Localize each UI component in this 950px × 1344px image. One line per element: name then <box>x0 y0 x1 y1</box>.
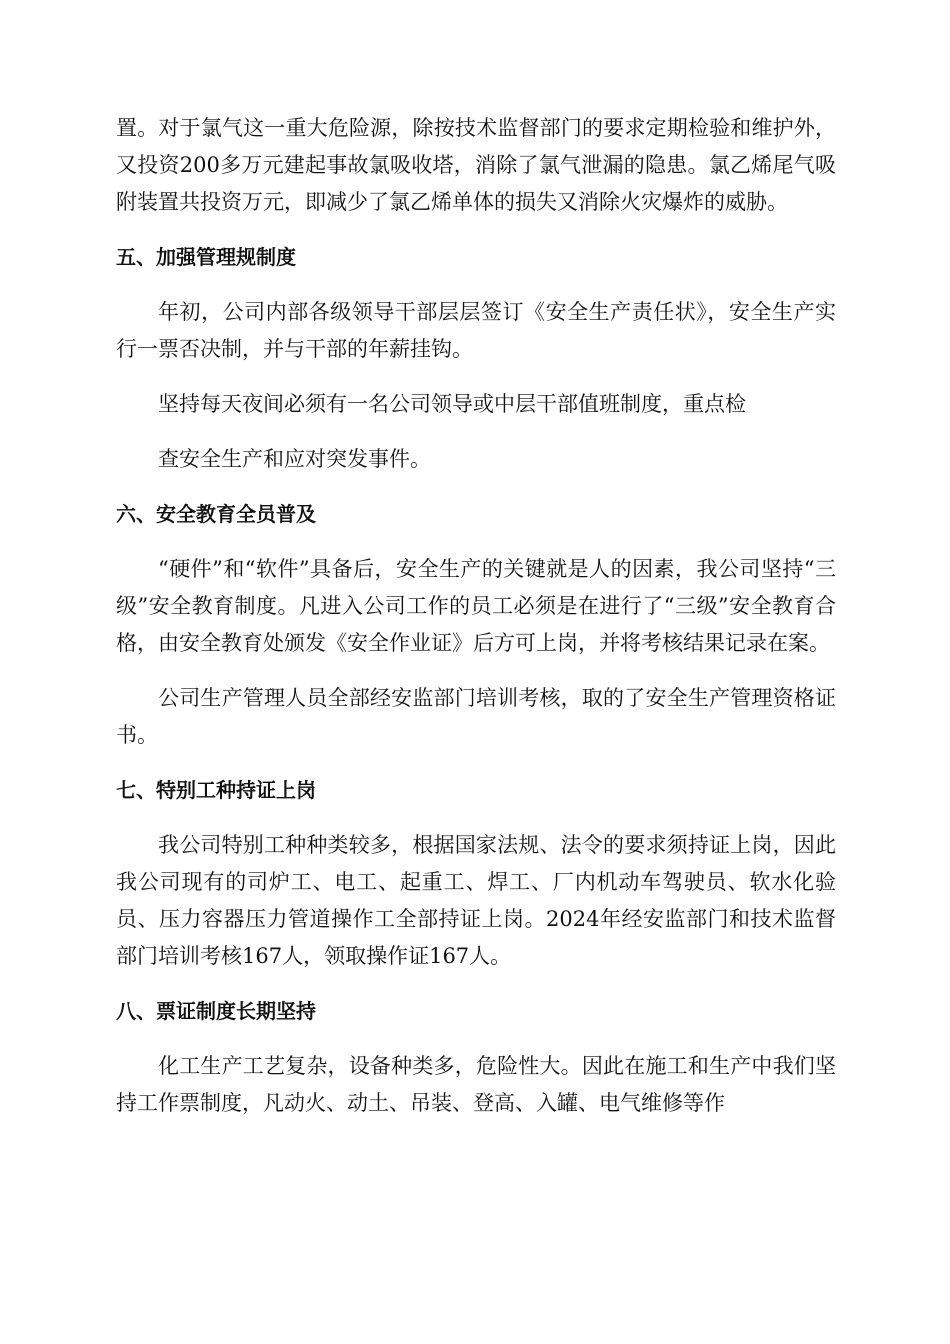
section-heading-7: 七、特别工种持证上岗 <box>116 778 316 802</box>
section-heading-5: 五、加强管理规制度 <box>116 245 296 269</box>
paragraph-three-level-education: “硬件”和“软件”具备后，安全生产的关键就是人的因素，我公司坚持“三级”安全教育制度。凡进入公司工作的员工必须是在进行了“三级”安全教育合格，由安全教育处颁发《安全作业证》后方可上岗，并将考核结果记录在案。 <box>116 557 836 655</box>
document-body <box>116 110 836 1122</box>
paragraph-emergency-check: 查安全生产和应对突发事件。 <box>158 447 431 471</box>
paragraph-management-certificates: 公司生产管理人员全部经安监部门培训考核，取的了安全生产管理资格证书。 <box>116 686 836 747</box>
paragraph-work-permits: 化工生产工艺复杂，设备种类多，危险性大。因此在施工和生产中我们坚持工作票制度，凡动火、动土、吊装、登高、入罐、电气维修等作 <box>116 1054 836 1115</box>
paragraph-responsibility: 年初，公司内部各级领导干部层层签订《安全生产责任状》，安全生产实行一票否决制，并与干部的年薪挂钩。 <box>116 300 836 361</box>
paragraph-night-duty: 坚持每天夜间必须有一名公司领导或中层干部值班制度，重点检 <box>158 392 746 416</box>
section-heading-6: 六、安全教育全员普及 <box>116 502 316 526</box>
paragraph-special-workers: 我公司特别工种种类较多，根据国家法规、法令的要求须持证上岗，因此我公司现有的司炉工、电工、起重工、焊工、厂内机动车驾驶员、软水化验员、压力容器压力管道操作工全部持证上岗。2024年经安监部门和技术监督部门培训考核167人，领取操作证167人。 <box>116 833 836 968</box>
section-heading-8: 八、票证制度长期坚持 <box>116 999 316 1023</box>
paragraph-chlorine-safety: 置。对于氯气这一重大危险源，除按技术监督部门的要求定期检验和维护外，又投资200多万元建起事故氯吸收塔，消除了氯气泄漏的隐患。氯乙烯尾气吸附装置共投资万元，即减少了氯乙烯单体的损失又消除火灾爆炸的威胁。 <box>116 116 836 214</box>
